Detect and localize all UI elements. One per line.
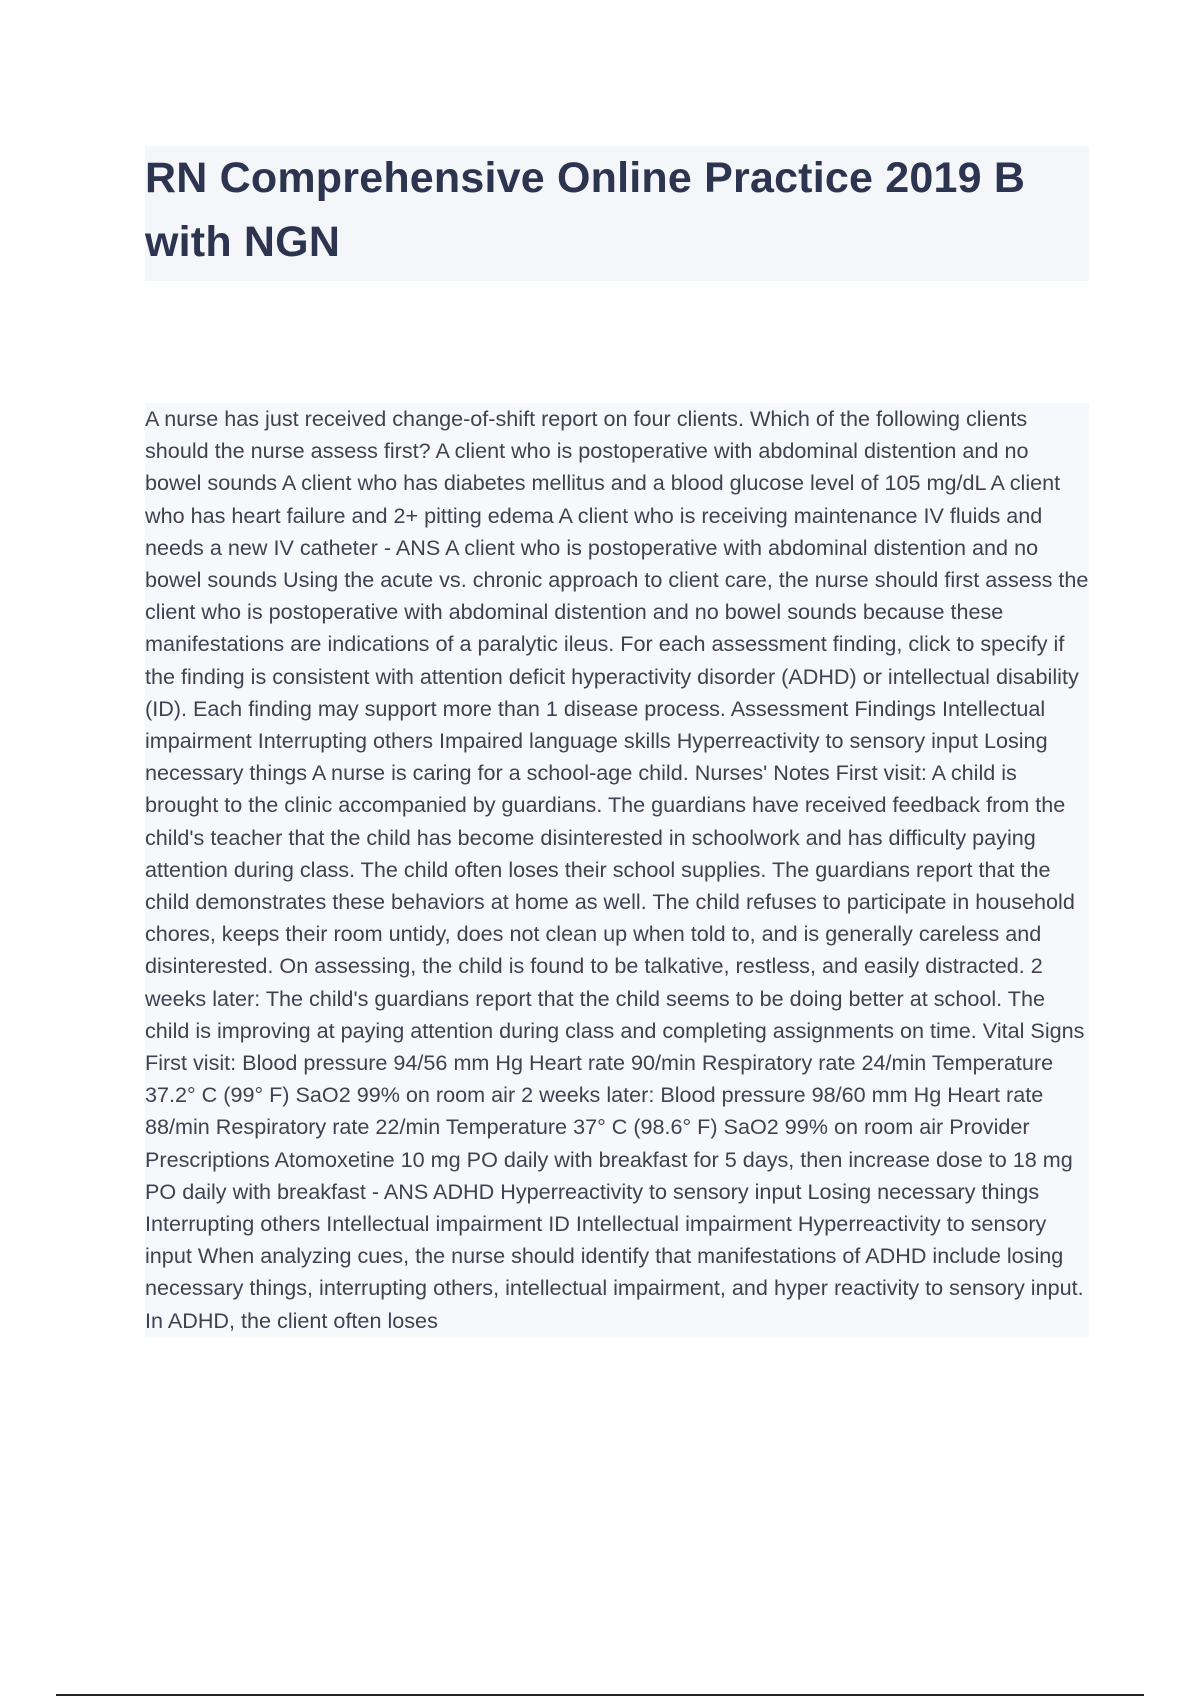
document-title: RN Comprehensive Online Practice 2019 B with NGN bbox=[145, 154, 1026, 266]
body-block bbox=[145, 403, 1089, 1337]
body-paragraph: A nurse has just received change-of-shift report on four clients. Which of the following clients should the nurse assess first? A client who is postoperative with abdominal distention and no bowel sounds A client who has diabetes mellitus and a blood glucose level of 105 mg/dL A client who has heart failure and 2+ pitting edema A client who is receiving maintenance IV fluids and needs a new IV catheter - ANS A client who is postoperative with abdominal distention and no bowel sounds Using the acute vs. chronic approach to client care, the nurse should first assess the client who is postoperative with abdominal distention and no bowel sounds because these manifestations are indications of a paralytic ileus. For each assessment finding, click to specify if the finding is consistent with attention deficit hyperactivity disorder (ADHD) or intellectual disability (ID). Each finding may support more than 1 disease process. Assessment Findings Intellectual impairment Interrupting others Impaired language skills Hyperreactivity to sensory input Losing necessary things A nurse is caring for a school-age child. Nurses' Notes First visit: A child is brought to the clinic accompanied by guardians. The guardians have received feedback from the child's teacher that the child has become disinterested in schoolwork and has difficulty paying attention during class. The child often loses their school supplies. The guardians report that the child demonstrates these behaviors at home as well. The child refuses to participate in household chores, keeps their room untidy, does not clean up when told to, and is generally careless and disinterested. On assessing, the child is found to be talkative, restless, and easily distracted. 2 weeks later: The child's guardians report that the child seems to be doing better at school. The child is improving at paying attention during class and completing assignments on time. Vital Signs First visit: Blood pressure 94/56 mm Hg Heart rate 90/min Respiratory rate 24/min Temperature 37.2° C (99° F) SaO2 99% on room air 2 weeks later: Blood pressure 98/60 mm Hg Heart rate 88/min Respiratory rate 22/min Temperature 37° C (98.6° F) SaO2 99% on room air Provider Prescriptions Atomoxetine 10 mg PO daily with breakfast for 5 days, then increase dose to 18 mg PO daily with breakfast - ANS ADHD Hyperreactivity to sensory input Losing necessary things Interrupting others Intellectual impairment ID Intellectual impairment Hyperreactivity to sensory input When analyzing cues, the nurse should identify that manifestations of ADHD include losing necessary things, interrupting others, intellectual impairment, and hyper reactivity to sensory input. In ADHD, the client often loses bbox=[145, 406, 1089, 1333]
footer-divider bbox=[56, 1694, 1144, 1696]
title-block bbox=[145, 146, 1089, 281]
